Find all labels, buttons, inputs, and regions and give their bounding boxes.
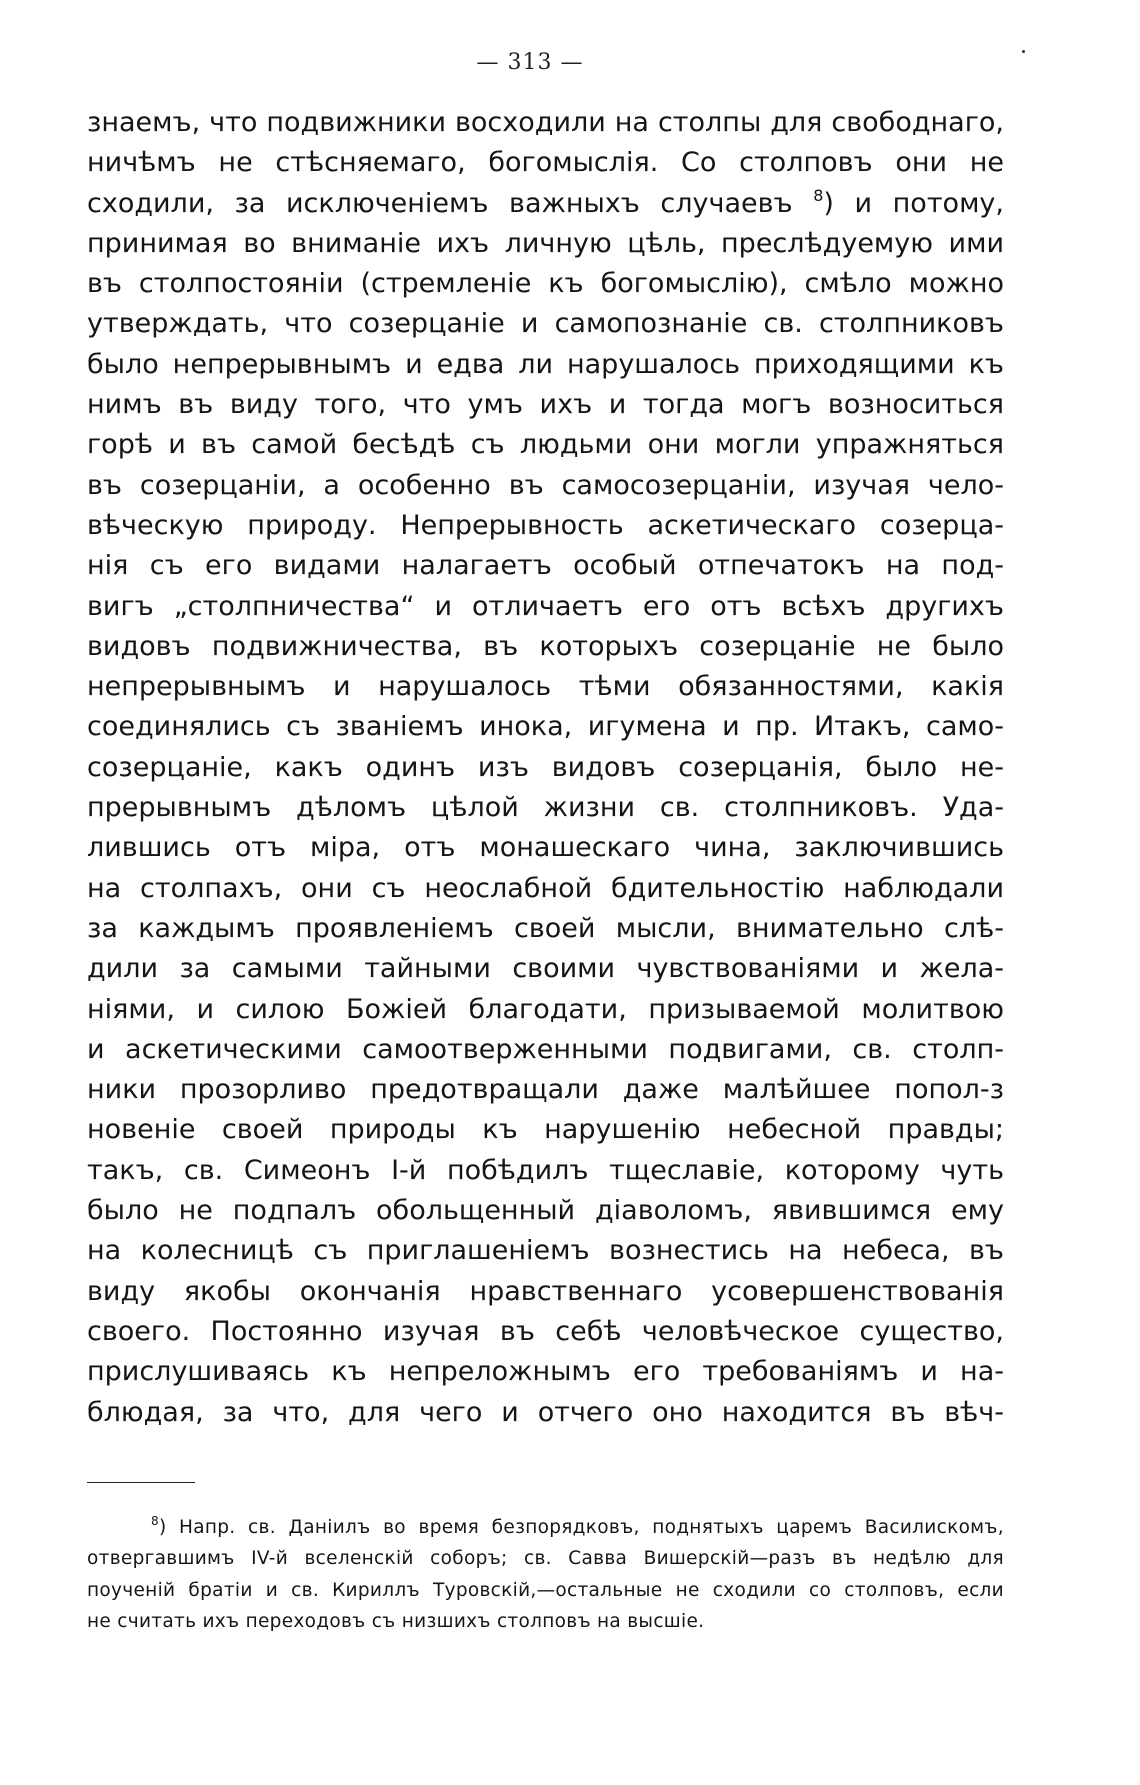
text-line: прерывнымъ дѣломъ цѣлой жизни св. столпниковъ. Уда- — [87, 792, 1004, 824]
footnote-reference: 8 — [813, 185, 824, 205]
text-line — [87, 184, 1004, 224]
text-line: за каждымъ проявленіемъ своей мысли, внимательно слѣ- — [87, 912, 1004, 944]
text-line: вѣческую природу. Непрерывность аскетическаго созерца- — [87, 509, 1004, 541]
text-line: было не подпалъ обольщенный діаволомъ, явившимся ему — [87, 1195, 1004, 1227]
text-line: принимая во вниманіе ихъ личную цѣль, преслѣдуемую ими — [87, 227, 1004, 259]
page-number: — 313 — — [476, 50, 584, 75]
footnote-line: поученій братіи и св. Кириллъ Туровскій,—остальные не сходили со столповъ, если — [87, 1579, 1004, 1601]
footnote — [87, 1512, 1004, 1637]
text-line: на колесницѣ съ приглашеніемъ вознестись на небеса, въ — [87, 1235, 1004, 1267]
text-line: ничѣмъ не стѣсняемаго, богомыслія. Со столповъ они не — [87, 147, 1004, 179]
footnote-line: отвергавшимъ IV-й вселенскій соборъ; св. Савва Вишерскій—разъ въ недѣлю для — [87, 1548, 1004, 1570]
text-line-part: ) и потому, — [823, 187, 1004, 219]
text-line: въ созерцаніи, а особенно въ самосозерцаніи, изучая чело- — [87, 469, 1004, 501]
text-line: своего. Постоянно изучая въ себѣ человѣческое существо, — [87, 1315, 1004, 1347]
text-line-part: сходили, за исключеніемъ важныхъ случаевъ — [87, 187, 793, 219]
text-line: блюдая, за что, для чего и отчего оно находится въ вѣч- — [87, 1396, 1004, 1428]
text-line: на столпахъ, они съ неослабной бдительностію наблюдали — [87, 872, 1004, 904]
text-line: нимъ въ виду того, что умъ ихъ и тогда могъ возноситься — [87, 389, 1004, 421]
print-speck — [1022, 50, 1025, 53]
text-line: созерцаніе, какъ одинъ изъ видовъ созерцанія, было не- — [87, 751, 1004, 783]
footnote-line — [87, 1512, 1004, 1543]
text-line: непрерывнымъ и нарушалось тѣми обязанностями, какія — [87, 671, 1004, 703]
text-line: горѣ и въ самой бесѣдѣ съ людьми они могли упражняться — [87, 429, 1004, 461]
text-line: было непрерывнымъ и едва ли нарушалось приходящими къ — [87, 348, 1004, 380]
footnote-marker: 8 — [151, 1514, 159, 1528]
text-line: виду якобы окончанія нравственнаго усовершенствованія — [87, 1275, 1004, 1307]
footnote-separator — [87, 1482, 195, 1483]
text-line: въ столпостояніи (стремленіе къ богомыслію), смѣло можно — [87, 268, 1004, 300]
text-line: ніями, и силою Божіей благодати, призываемой молитвою — [87, 993, 1004, 1025]
text-line: вигъ „столпничества“ и отличаетъ его отъ всѣхъ другихъ — [87, 590, 1004, 622]
text-line: новеніе своей природы къ нарушенію небесной правды; — [87, 1114, 1004, 1146]
text-line: видовъ подвижничества, въ которыхъ созерцаніе не было — [87, 630, 1004, 662]
text-line: знаемъ, что подвижники восходили на столпы для свободнаго, — [87, 107, 1004, 138]
text-line: лившись отъ міра, отъ монашескаго чина, заключившись — [87, 832, 1004, 864]
footnote-line: не считать ихъ переходовъ съ низшихъ столповъ на высшіе. — [87, 1610, 705, 1632]
text-line: такъ, св. Симеонъ І-й побѣдилъ тщеславіе, которому чуть — [87, 1154, 1004, 1186]
body-text — [87, 103, 1004, 1433]
footnote-line-part: ) Напр. св. Даніилъ во время безпорядковъ, поднятыхъ царемъ Василискомъ, — [158, 1517, 1004, 1538]
text-line: дили за самыми тайными своими чувствованіями и жела- — [87, 953, 1004, 985]
text-line: прислушиваясь къ непреложнымъ его требованіямъ и на- — [87, 1356, 1004, 1388]
text-line: соединялись съ званіемъ инока, игумена и пр. Итакъ, само- — [87, 711, 1004, 743]
text-line: нія съ его видами налагаетъ особый отпечатокъ на под- — [87, 550, 1004, 582]
text-line: ники прозорливо предотвращали даже малѣйшее попол-з — [87, 1074, 1004, 1106]
text-line: утверждать, что созерцаніе и самопознаніе св. столпниковъ — [87, 308, 1004, 340]
text-line: и аскетическими самоотверженными подвигами, св. столп- — [87, 1033, 1004, 1065]
